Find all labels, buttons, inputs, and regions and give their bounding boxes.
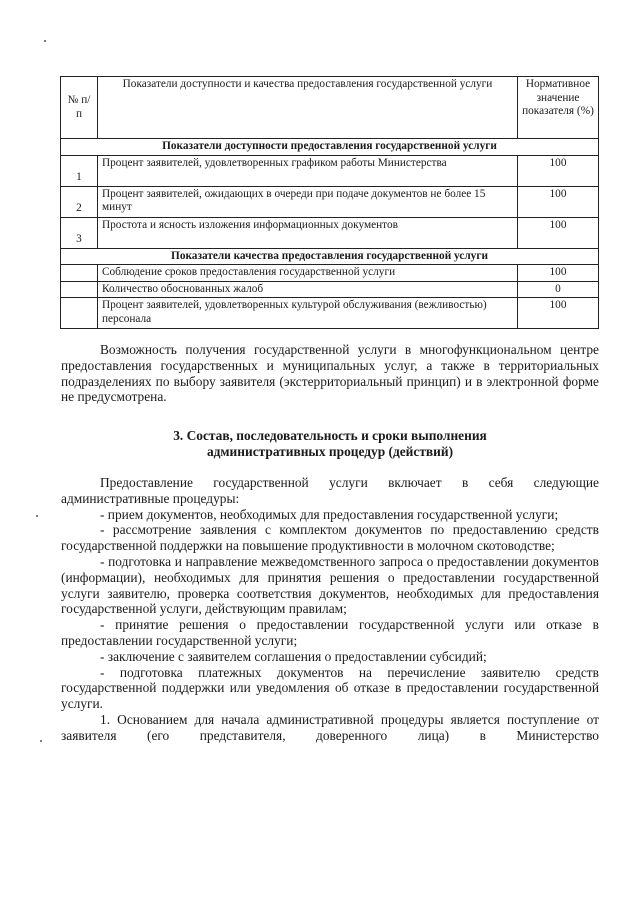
row-text: Количество обоснованных жалоб [98,281,518,298]
section-row [61,248,599,265]
row-value: 100 [518,155,599,186]
paragraph-basis: 1. Основанием для начала административной процедуры является поступление от заявителя (его представителя, доверенного лица) в Министерство [61,711,599,743]
row-value: 100 [518,186,599,217]
scan-speck [44,40,46,42]
row-text: Процент заявителей, удовлетворенных графиком работы Министерства [98,155,518,186]
row-text: Простота и ясность изложения информационных документов [98,217,518,248]
paragraph-intro: Предоставление государственной услуги включает в себя следующие административные процедуры: [61,475,599,506]
header-num: № п/п [61,77,98,139]
table-row [61,155,599,186]
row-text: Процент заявителей, удовлетворенных культурой обслуживания (вежливостью) персонала [98,298,518,329]
scan-speck [36,515,38,517]
indicators-table [60,76,599,329]
row-num: 3 [61,217,98,248]
row-num [61,298,98,329]
table-row [61,217,599,248]
table-row [61,298,599,329]
row-num [61,265,98,282]
row-num: 1 [61,155,98,186]
table-row [61,186,599,217]
table-row [61,265,599,282]
heading-line-2: административных процедур (действий) [206,444,454,459]
table-header-row [61,77,599,139]
list-item: - подготовка платежных документов на перечисление заявителю средств государственной поддержки или уведомления об отказе в предоставлении государственной услуги. [61,664,599,712]
list-item: - прием документов, необходимых для предоставления государственной услуги; [100,506,559,522]
paragraph-possibility [61,342,599,405]
row-text: Соблюдение сроков предоставления государственной услуги [98,265,518,282]
row-value: 100 [518,265,599,282]
list-item: - рассмотрение заявления с комплектом документов по предоставлению средств государственной поддержки на повышение продуктивности в молочном скотоводстве; [61,522,599,554]
header-indicator: Показатели доступности и качества предоставления государственной услуги [98,77,518,139]
row-num [61,281,98,298]
row-value: 100 [518,298,599,329]
list-item: - принятие решения о предоставлении государственной услуги или отказе в предоставлении государственной услуги; [61,617,599,648]
section-quality: Показатели качества предоставления государственной услуги [61,248,599,265]
row-text: Процент заявителей, ожидающих в очереди при подаче документов не более 15 минут [98,186,518,217]
row-num: 2 [61,186,98,217]
row-value: 0 [518,281,599,298]
procedures-list [61,475,599,744]
list-item: - подготовка и направление межведомственного запроса о предоставлении документов (информации), необходимых для принятия решения о предоставлении государственной услуги заявителю, проверка соответствия документов, необходимых для предоставления государственной услуги, действующим правилам; [61,553,599,617]
list-item: - заключение с заявителем соглашения о предоставлении субсидий; [100,648,487,664]
section-3-heading [61,428,599,460]
section-row [61,139,599,156]
section-availability: Показатели доступности предоставления государственной услуги [61,139,599,156]
row-value: 100 [518,217,599,248]
header-value: Нормативное значение показателя (%) [518,77,599,139]
heading-line-1: 3. Состав, последовательность и сроки выполнения [173,428,487,443]
paragraph-text: Возможность получения государственной услуги в многофункциональном центре предоставления государственных и муниципальных услуг, а также в территориальных подразделениях по выбору заявителя (экстерриториальный принцип) и в электронной форме не предусмотрена. [61,342,599,405]
table-row [61,281,599,298]
scan-speck [40,740,42,742]
